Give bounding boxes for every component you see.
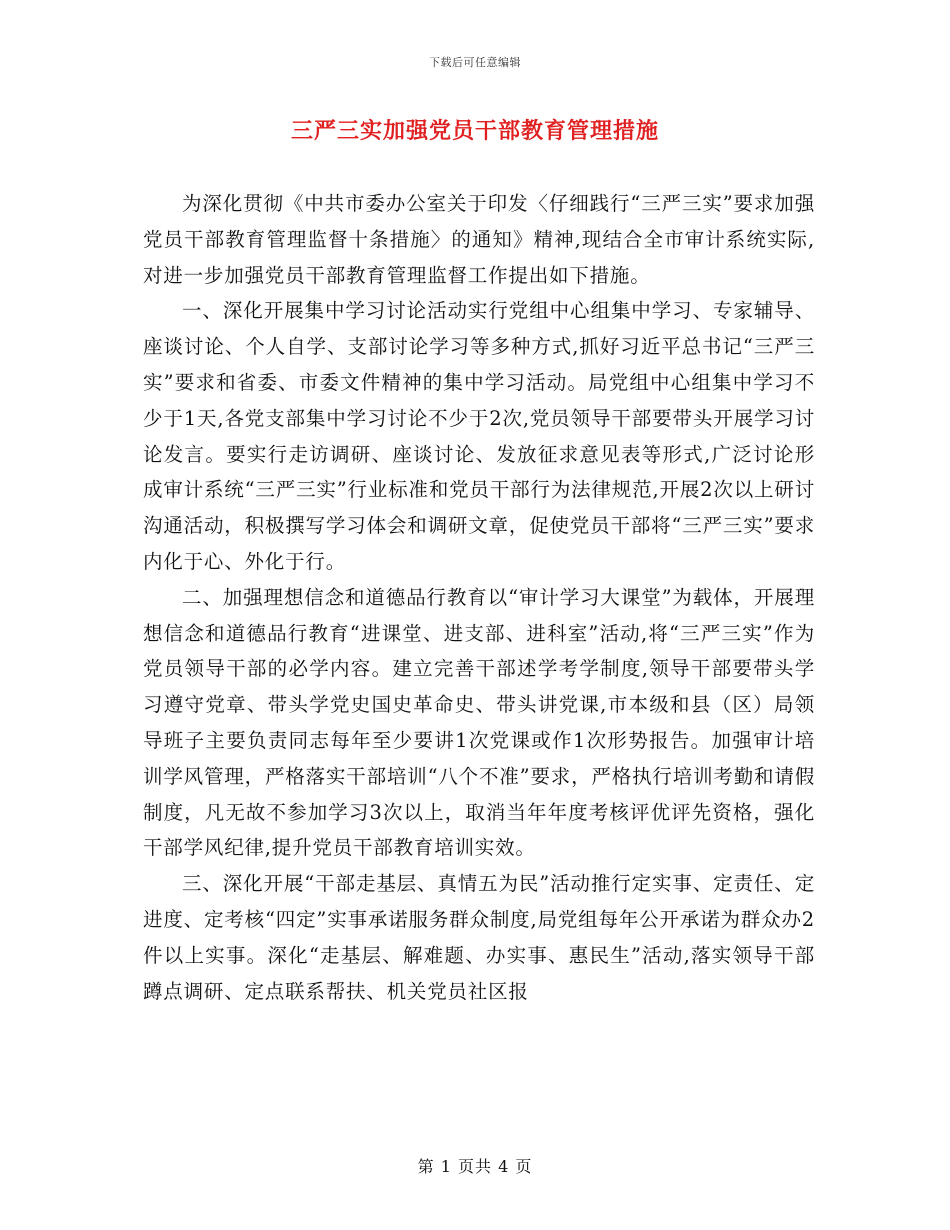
page-header-note: 下载后可任意编辑 (429, 56, 521, 69)
paragraph-section-1: 一、深化开展集中学习讨论活动实行党组中心组集中学习、专家辅导、座谈讨论、个人自学、支部讨论学习等多种方式,抓好习近平总书记“三严三实”要求和省委、市委文件精神的集中学习活动。局党组中心组集中学习不少于1天,各党支部集中学习讨论不少于2次,党员领导干部要带头开展学习讨论发言。要实行走访调研、座谈讨论、发放征求意见表等形式,广泛讨论形成审计系统“三严三实”行业标准和党员干部行为法律规范,开展2次以上研讨沟通活动，积极撰写学习体会和调研文章，促使党员干部将“三严三实”要求内化于心、外化于行。 (143, 299, 815, 573)
document-title: 三严三实加强党员干部教育管理措施 (290, 118, 659, 144)
paragraph-intro: 为深化贯彻《中共市委办公室关于印发〈仔细践行“三严三实”要求加强党员干部教育管理监督十条措施〉的通知》精神,现结合全市审计系统实际,对进一步加强党员干部教育管理监督工作提出如下措施。 (143, 192, 815, 287)
page-number: 第 1 页共 4 页 (417, 1157, 533, 1176)
paragraph-section-2: 二、加强理想信念和道德品行教育以“审计学习大课堂”为载体，开展理想信念和道德品行教育“进课堂、进支部、进科室”活动,将“三严三实”作为党员领导干部的必学内容。建立完善干部述学考学制度,领导干部要带头学习遵守党章、带头学党史国史革命史、带头讲党课,市本级和县（区）局领导班子主要负责同志每年至少要讲1次党课或作1次形势报告。加强审计培训学风管理，严格落实干部培训“八个不准”要求，严格执行培训考勤和请假制度，凡无故不参加学习3次以上，取消当年年度考核评优评先资格，强化干部学风纪律,提升党员干部教育培训实效。 (143, 585, 815, 860)
paragraph-section-3: 三、深化开展“干部走基层、真情五为民”活动推行定实事、定责任、定进度、定考核“四定”实事承诺服务群众制度,局党组每年公开承诺为群众办2件以上实事。深化“走基层、解难题、办实事、惠民生”活动,落实领导干部蹲点调研、定点联系帮扶、机关党员社区报 (143, 872, 815, 1003)
document-body (143, 186, 815, 1009)
